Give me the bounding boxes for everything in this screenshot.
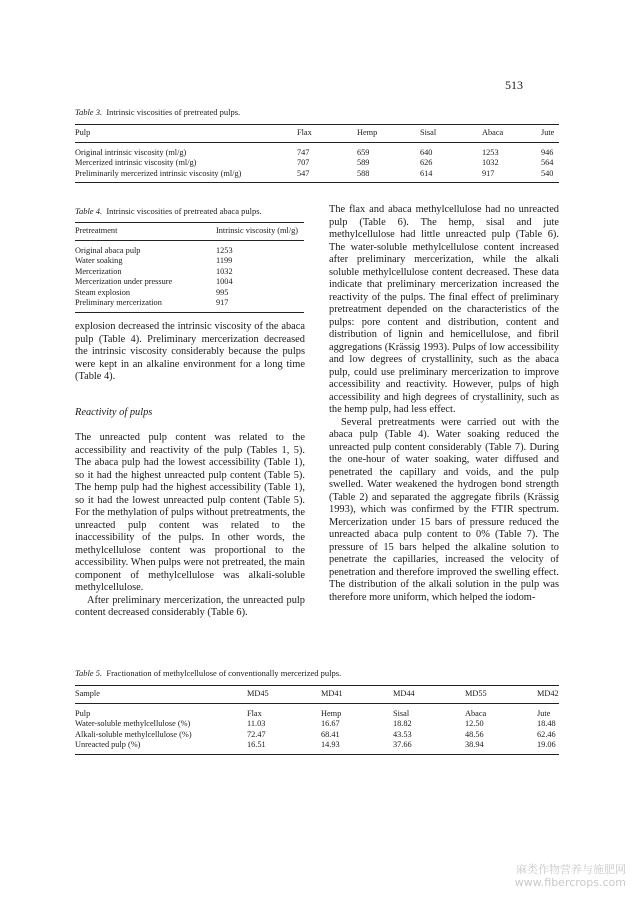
table-cell: Preliminary mercerization <box>75 298 162 307</box>
table-cell: 1032 <box>216 266 233 276</box>
table4-header-row <box>75 223 304 241</box>
table-cell: 995 <box>216 287 229 297</box>
table-cell: 12.50 <box>465 719 484 728</box>
section-heading: Reactivity of pulps <box>75 407 153 418</box>
table-cell: Water-soluble methylcellulose (%) <box>75 719 191 728</box>
table-cell: 1032 <box>482 158 499 167</box>
table5-header: Sample <box>75 689 100 698</box>
table3-header: Sisal <box>420 128 437 137</box>
table3-label: Table 3. <box>75 107 103 117</box>
table-cell: Steam explosion <box>75 287 131 297</box>
table5-header-row <box>75 686 559 704</box>
table-row <box>75 256 304 267</box>
table-cell: 62.46 <box>537 729 556 739</box>
page-number: 513 <box>505 78 523 92</box>
table-row <box>75 277 304 288</box>
table-cell: 18.82 <box>393 719 412 728</box>
table4-header: Intrinsic viscosity (ml/g) <box>216 226 299 235</box>
site-watermark <box>515 863 626 889</box>
table-cell: 1253 <box>216 245 233 255</box>
table3-caption <box>75 107 240 117</box>
body-paragraph: The unreacted pulp content was related to the accessibility and reactivity of the pulp (Tables 1, 5). The abaca pulp had the lowest accessibility (Table 1), so it had the highest unreacted pulp content (Table 5). The hemp pulp had the highest accessibility (Table 1), so it had the lowest unreacted pulp content (Table 5). For the methylation of pulps without pretreatments, the unreacted pulp content was related to the inaccessibility of the pulps. In other words, the methylcellulose content was proportional to the accessibility. When pulps were not pretreated, the main component of methylcellulose was alkali-soluble methylcellulose. <box>75 432 305 593</box>
table-row <box>75 169 559 183</box>
table-cell: Preliminarily mercerized intrinsic viscosity (ml/g) <box>75 168 242 178</box>
table4 <box>75 222 304 313</box>
table-row <box>75 298 304 312</box>
table-row <box>75 158 559 169</box>
table-cell: Alkali-soluble methylcellulose (%) <box>75 729 192 739</box>
table-row <box>75 288 304 299</box>
table-cell: Original intrinsic viscosity (ml/g) <box>75 147 187 157</box>
table-cell: Original abaca pulp <box>75 245 141 255</box>
table-cell: Water soaking <box>75 256 123 265</box>
table-cell: Mercerization <box>75 266 122 276</box>
table4-caption <box>75 206 262 216</box>
table3-header: Abaca <box>482 128 504 137</box>
table3-header: Flax <box>297 128 312 137</box>
right-column-text <box>329 204 559 604</box>
table3-header: Pulp <box>75 128 91 137</box>
table3-header: Hemp <box>357 128 378 137</box>
table-cell: Unreacted pulp (%) <box>75 740 141 749</box>
table-cell: 72.47 <box>247 729 266 739</box>
table-cell: Pulp <box>75 708 91 718</box>
table-cell: 37.66 <box>393 740 412 749</box>
table-cell: Hemp <box>321 708 342 718</box>
table5-header: MD41 <box>321 689 343 698</box>
table-cell: Jute <box>537 708 551 718</box>
table5 <box>75 685 559 755</box>
table-cell: 707 <box>297 158 310 167</box>
table4-title: Intrinsic viscosities of pretreated abaca pulps. <box>106 206 262 216</box>
table3-header-row <box>75 125 559 143</box>
table-cell: 14.93 <box>321 740 340 749</box>
table-cell: 1253 <box>482 147 499 157</box>
table3-header: Jute <box>541 128 555 137</box>
body-paragraph: After preliminary mercerization, the unreacted pulp content decreased considerably (Table 6). <box>75 594 305 618</box>
table-row <box>75 740 559 754</box>
table-cell: 917 <box>216 298 229 307</box>
table-cell: Mercerized intrinsic viscosity (ml/g) <box>75 158 197 167</box>
table-cell: 38.94 <box>465 740 484 749</box>
table-cell: 640 <box>420 147 433 157</box>
table-cell: 589 <box>357 158 370 167</box>
table-cell: 68.41 <box>321 729 340 739</box>
table5-caption <box>75 668 341 678</box>
table-cell: 659 <box>357 147 370 157</box>
table-cell: 547 <box>297 168 310 178</box>
table-cell: Sisal <box>393 708 410 718</box>
watermark-line-1: 麻类作物营养与施肥网 <box>516 863 626 876</box>
table-cell: 48.56 <box>465 729 484 739</box>
body-paragraph: The flax and abaca methylcellulose had no unreacted pulp (Table 6). The hemp, sisal and jute methylcellulose had little unreacted pulp (Table 6). The water-soluble methylcellulose content increased after preliminary mercerization, while the alkali soluble methylcellulose content decreased. These data indicate that preliminary mercerization increased the reactivity of the pulps. The final effect of preliminary pretreatment depended on the characteristics of the pulps: pore content and distribution, content and distribution of lignin and hemicellulose, and fibril aggregations (Krässig 1993). Pulps of low accessibility and low degrees of crystallinity, such as the abaca pulp, could use preliminary mercerization to improve accessibility and reactivity. However, pulps of high accessibility and high degrees of crystallinity, such as the hemp pulp, had less effect. <box>329 204 559 415</box>
table-cell: 946 <box>541 147 554 157</box>
table-cell: 43.53 <box>393 729 412 739</box>
table-cell: 1004 <box>216 277 233 286</box>
table-cell: 588 <box>357 168 370 178</box>
left-column-para-1 <box>75 321 305 384</box>
watermark-line-2: www.fibercrops.com <box>514 876 626 889</box>
table4-header: Pretreatment <box>75 226 118 235</box>
table-cell: 747 <box>297 147 310 157</box>
table5-header: MD45 <box>247 689 269 698</box>
table-cell: 614 <box>420 168 433 178</box>
body-paragraph: explosion decreased the intrinsic viscosity of the abaca pulp (Table 4). Preliminary mercerization decreased the intrinsic viscosity considerably because the pulps were kept in an alkaline environment for a long time (Table 4). <box>75 321 305 382</box>
table5-header: MD55 <box>465 689 487 698</box>
table-cell: Mercerization under pressure <box>75 277 173 286</box>
table-row <box>75 267 304 278</box>
table-row <box>75 240 304 256</box>
table-cell: 917 <box>482 168 495 178</box>
table-cell: 564 <box>541 158 554 167</box>
table5-header: MD44 <box>393 689 415 698</box>
table-cell: 18.48 <box>537 719 556 728</box>
table-cell: 626 <box>420 158 433 167</box>
table5-label: Table 5. <box>75 668 103 678</box>
table-cell: 19.06 <box>537 740 556 749</box>
table3 <box>75 124 559 183</box>
table-row <box>75 142 559 158</box>
table5-title: Fractionation of methylcellulose of conventionally mercerized pulps. <box>106 668 342 678</box>
left-column-para-2 <box>75 432 305 620</box>
table4-label: Table 4. <box>75 206 103 216</box>
table-row <box>75 730 559 741</box>
table5-header: MD42 <box>537 689 559 698</box>
table-cell: Abaca <box>465 708 487 718</box>
table3-title: Intrinsic viscosities of pretreated pulps. <box>106 107 241 117</box>
table-cell: 1199 <box>216 256 233 265</box>
table-cell: Flax <box>247 708 262 718</box>
table-cell: 540 <box>541 168 554 178</box>
table-row <box>75 703 559 719</box>
table-cell: 16.67 <box>321 719 340 728</box>
table-row <box>75 719 559 730</box>
table-cell: 16.51 <box>247 740 266 749</box>
body-paragraph: Several pretreatments were carried out with the abaca pulp (Table 4). Water soaking reduced the unreacted pulp content considerably (Table 7). During the one-hour of water soaking, water diffused and penetrated the capillary and voids, and the pulp swelled. Water weakened the hydrogen bond strength (Table 2) and separated the aggregate fibrils (Krässig 1993), which was confirmed by the FTIR spectrum. Mercerization under 15 bars of pressure reduced the unreacted abaca pulp content to 0% (Table 7). The pressure of 15 bars helped the alkaline solution to penetrate the capillaries, increased the velocity of penetration and therefore improved the swelling effect. The distribution of the alkali solution in the pulp was therefore more uniform, which helped the iodom- <box>329 416 559 603</box>
table-cell: 11.03 <box>247 719 266 728</box>
